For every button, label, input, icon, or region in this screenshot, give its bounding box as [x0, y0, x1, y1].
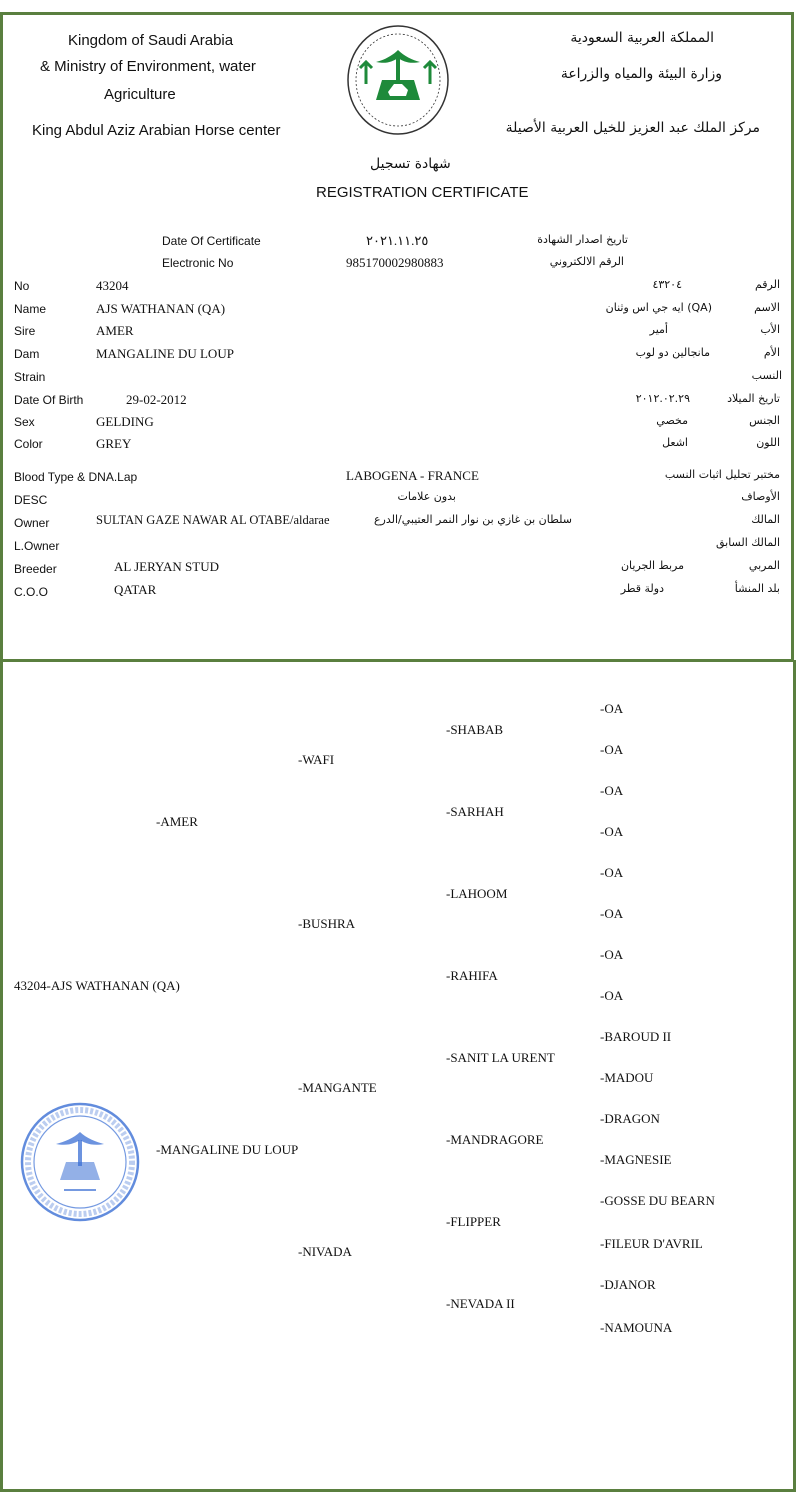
field-label-en: Color — [14, 437, 43, 451]
field-label-ar: الأم — [763, 346, 780, 359]
field-value-ar: مانجالين دو لوب — [635, 346, 710, 359]
field-label-en: Strain — [14, 370, 46, 384]
field-value-en: AJS WATHANAN (QA) — [96, 301, 226, 316]
field-value-en: SULTAN GAZE NAWAR AL OTABE/aldarae — [96, 513, 330, 527]
field-value-ar: بدون علامات — [397, 490, 456, 503]
field-label-ar: تاريخ الميلاد — [727, 392, 780, 405]
pedigree-gen4-item: -DRAGON — [600, 1111, 660, 1126]
field-label-ar: الرقم — [754, 278, 780, 291]
pedigree-gen3-item: -RAHIFA — [446, 968, 498, 983]
pedigree-gen2-item: -WAFI — [298, 752, 335, 767]
date-value: ٢٠٢١.١١.٢٥ — [366, 233, 429, 248]
header-ar-line2: وزارة البيئة والمياه والزراعة — [560, 66, 722, 82]
field-label-en: Sex — [14, 415, 35, 429]
pedigree-gen2-item: -NIVADA — [298, 1244, 352, 1259]
field-value-en: QATAR — [114, 582, 157, 597]
header-ar-line1: المملكة العربية السعودية — [570, 30, 714, 46]
palm-tree-horse-emblem-icon — [344, 22, 452, 138]
field-label-en: Breeder — [14, 562, 57, 576]
pedigree-subject: 43204-AJS WATHANAN (QA) — [14, 978, 180, 993]
field-value-en: AMER — [96, 323, 134, 338]
pedigree-gen4-item: -FILEUR D'AVRIL — [600, 1236, 703, 1251]
pedigree-gen4-item: -OA — [600, 742, 624, 757]
pedigree-gen2-item: -BUSHRA — [298, 916, 356, 931]
title-en: REGISTRATION CERTIFICATE — [316, 184, 529, 201]
field-label-ar: الأب — [760, 323, 780, 336]
pedigree-gen4-item: -DJANOR — [600, 1277, 656, 1292]
field-label-ar: الجنس — [749, 414, 780, 427]
pedigree-dam: -MANGALINE DU LOUP — [156, 1142, 299, 1157]
field-value-ar: أمير — [649, 323, 668, 336]
field-label-ar: المربي — [748, 559, 780, 572]
header-en-line3: Agriculture — [104, 86, 176, 103]
field-value-en: 43204 — [96, 278, 129, 293]
field-label-en: Dam — [14, 347, 40, 361]
field-value-ar: مخصي — [656, 414, 688, 427]
pedigree-frame — [0, 660, 796, 1492]
field-label-ar: اللون — [756, 436, 780, 449]
register-stamp-icon — [18, 1100, 142, 1224]
field-value-ar: اشعل — [662, 436, 688, 449]
pedigree-gen4-item: -OA — [600, 701, 624, 716]
field-label-en: L.Owner — [14, 539, 60, 553]
pedigree-gen3-item: -MANDRAGORE — [446, 1132, 544, 1147]
pedigree-gen4-item: -OA — [600, 783, 624, 798]
field-label-en: Blood Type & DNA.Lap — [14, 470, 138, 484]
header-en-line4: King Abdul Aziz Arabian Horse center — [32, 122, 281, 139]
field-label-en: Owner — [14, 516, 50, 530]
pedigree-gen3-item: -SARHAH — [446, 804, 504, 819]
field-value-ar: ٤٣٢٠٤ — [652, 278, 682, 291]
field-value-en: AL JERYAN STUD — [114, 559, 219, 574]
field-value-ar: ٢٠١٢.٠٢.٢٩ — [635, 392, 690, 405]
pedigree-gen4-item: -OA — [600, 947, 624, 962]
field-value-en: 29-02-2012 — [126, 392, 187, 407]
header-ar-line3: مركز الملك عبد العزيز للخيل العربية الأصيلة — [505, 120, 760, 136]
pedigree-gen3-item: -FLIPPER — [446, 1214, 501, 1229]
field-label-en: No — [14, 279, 30, 293]
pedigree-sire: -AMER — [156, 814, 198, 829]
header-en-line2: & Ministry of Environment, water — [40, 58, 256, 75]
field-label-en: Name — [14, 302, 47, 316]
pedigree-gen4-item: -BAROUD II — [600, 1029, 672, 1044]
electronic-label-en: Electronic No — [162, 256, 234, 270]
pedigree-gen3-item: -LAHOOM — [446, 886, 508, 901]
field-value-en: MANGALINE DU LOUP — [96, 346, 234, 361]
pedigree-gen4-item: -OA — [600, 988, 624, 1003]
field-label-en: C.O.O — [14, 585, 49, 599]
pedigree-gen4-item: -GOSSE DU BEARN — [600, 1193, 715, 1208]
field-value-ar: سلطان بن غازي بن نوار النمر العتيبي/الدرع — [373, 513, 572, 526]
pedigree-gen3-item: -NEVADA II — [446, 1296, 515, 1311]
pedigree-gen4-item: -MAGNESIE — [600, 1152, 672, 1167]
field-value-ar: دولة قطر — [620, 582, 664, 595]
field-label-ar: المالك السابق — [715, 536, 780, 549]
field-label-ar: الأوصاف — [741, 490, 780, 503]
field-label-en: Date Of Birth — [14, 393, 84, 407]
pedigree-gen3-item: -SHABAB — [446, 722, 504, 737]
field-label-ar: بلد المنشأ — [734, 582, 780, 595]
field-label-en: DESC — [14, 493, 48, 507]
pedigree-gen4-item: -OA — [600, 824, 624, 839]
field-value-ar: (QA) ايه جي اس وثنان — [605, 301, 712, 314]
pedigree-gen3-item: -SANIT LA URENT — [446, 1050, 555, 1065]
field-label-ar: الاسم — [754, 301, 780, 314]
electronic-value: 985170002980883 — [346, 255, 444, 270]
field-value-en: GELDING — [96, 414, 154, 429]
pedigree-gen2-item: -MANGANTE — [298, 1080, 377, 1095]
pedigree-gen4-item: -OA — [600, 906, 624, 921]
header-en-line1: Kingdom of Saudi Arabia — [68, 32, 234, 49]
field-label-en: Sire — [14, 324, 36, 338]
date-label-ar: تاريخ اصدار الشهادة — [537, 233, 628, 246]
field-value-ar: مربط الجريان — [620, 559, 684, 572]
field-label-ar: النسب — [751, 369, 782, 382]
field-label-ar: مختبر تحليل اثبات النسب — [664, 468, 780, 481]
title-ar: شهادة تسجيل — [370, 156, 451, 172]
field-value-en: GREY — [96, 436, 132, 451]
field-label-ar: المالك — [751, 513, 780, 526]
pedigree-gen4-item: -OA — [600, 865, 624, 880]
pedigree-gen4-item: -NAMOUNA — [600, 1320, 673, 1335]
electronic-label-ar: الرقم الالكتروني — [549, 255, 624, 268]
date-label-en: Date Of Certificate — [162, 234, 261, 248]
pedigree-gen4-item: -MADOU — [600, 1070, 654, 1085]
field-value-en: LABOGENA - FRANCE — [346, 468, 479, 483]
